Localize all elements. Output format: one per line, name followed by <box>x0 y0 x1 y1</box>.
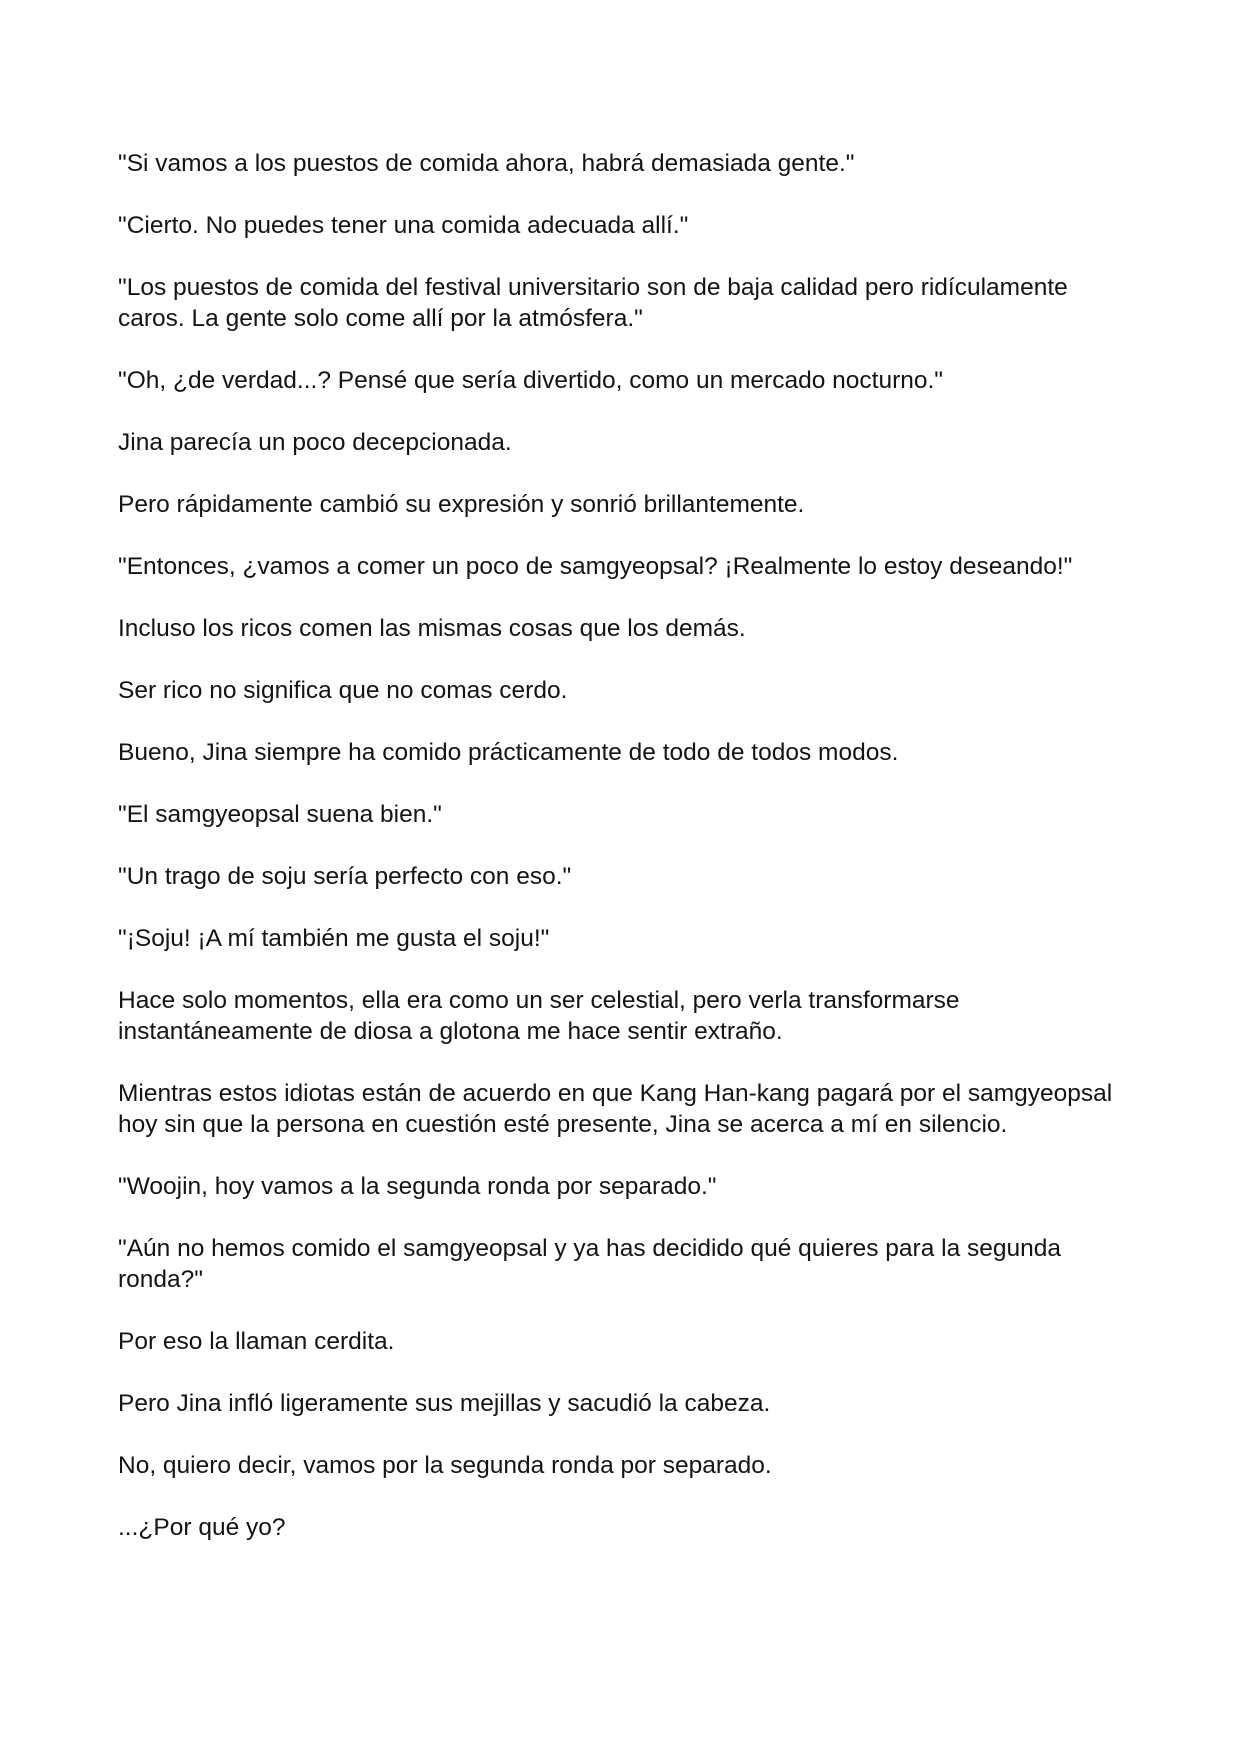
paragraph-9: Ser rico no significa que no comas cerdo. <box>118 677 568 704</box>
paragraph-2: "Cierto. No puedes tener una comida adecuada allí." <box>118 212 689 239</box>
paragraph-16: "Woojin, hoy vamos a la segunda ronda por separado." <box>118 1173 717 1200</box>
paragraph-14: Hace solo momentos, ella era como un ser celestial, pero verla transformarse instantáneamente de diosa a glotona me hace sentir extraño. <box>118 987 960 1045</box>
paragraph-7: "Entonces, ¿vamos a comer un poco de samgyeopsal? ¡Realmente lo estoy deseando!" <box>118 553 1073 580</box>
paragraph-19: Pero Jina infló ligeramente sus mejillas y sacudió la cabeza. <box>118 1390 771 1417</box>
paragraph-6: Pero rápidamente cambió su expresión y sonrió brillantemente. <box>118 491 805 518</box>
paragraph-12: "Un trago de soju sería perfecto con eso." <box>118 863 572 890</box>
paragraph-10: Bueno, Jina siempre ha comido prácticamente de todo de todos modos. <box>118 739 899 766</box>
paragraph-15: Mientras estos idiotas están de acuerdo en que Kang Han-kang pagará por el samgyeopsal hoy sin que la persona en cuestión esté presente, Jina se acerca a mí en silencio. <box>118 1080 1113 1138</box>
paragraph-21: ...¿Por qué yo? <box>118 1514 286 1541</box>
paragraph-4: "Oh, ¿de verdad...? Pensé que sería divertido, como un mercado nocturno." <box>118 367 943 394</box>
paragraph-13: "¡Soju! ¡A mí también me gusta el soju!" <box>118 925 550 952</box>
paragraph-3: "Los puestos de comida del festival universitario son de baja calidad pero ridículamente caros. La gente solo come allí por la atmósfera." <box>118 274 1068 332</box>
paragraph-1: "Si vamos a los puestos de comida ahora, habrá demasiada gente." <box>118 150 855 177</box>
paragraph-8: Incluso los ricos comen las mismas cosas que los demás. <box>118 615 746 642</box>
paragraph-20: No, quiero decir, vamos por la segunda ronda por separado. <box>118 1452 772 1479</box>
paragraph-17: "Aún no hemos comido el samgyeopsal y ya has decidido qué quieres para la segunda ronda?" <box>118 1235 1062 1293</box>
paragraph-18: Por eso la llaman cerdita. <box>118 1328 395 1355</box>
paragraph-11: "El samgyeopsal suena bien." <box>118 801 442 828</box>
paragraph-5: Jina parecía un poco decepcionada. <box>118 429 512 456</box>
document-body <box>118 148 1128 1574</box>
